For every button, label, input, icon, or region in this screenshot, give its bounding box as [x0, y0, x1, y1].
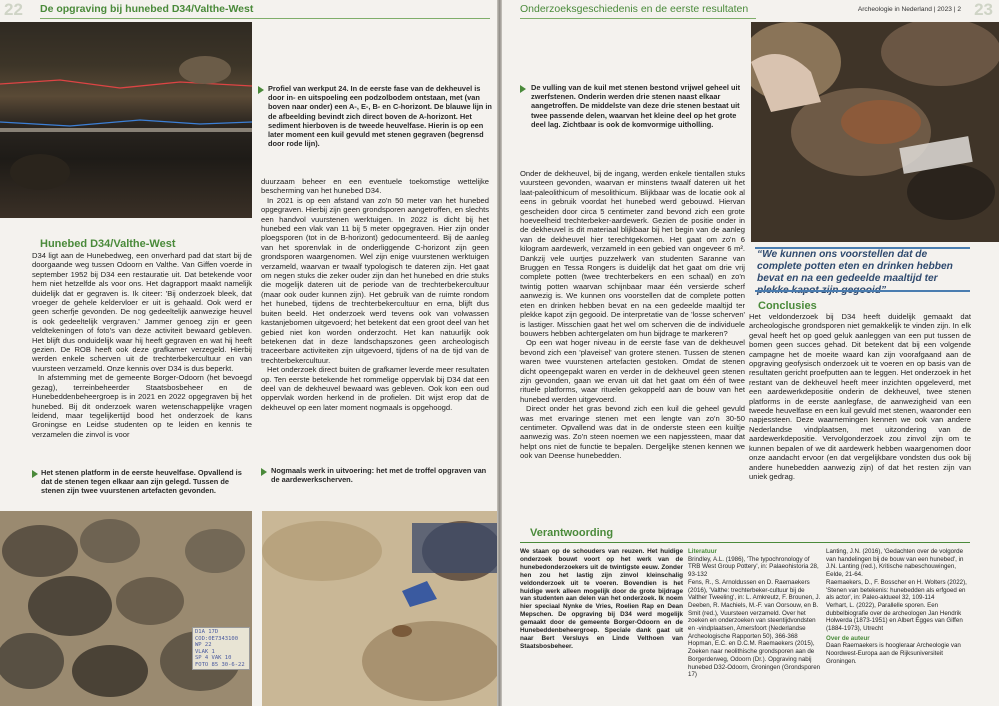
photo-stone-platform — [0, 511, 252, 706]
journal-page: 2 — [957, 6, 961, 13]
text-conclusies — [749, 312, 971, 481]
caption-marker — [520, 85, 526, 93]
pull-quote: “We kunnen ons voorstellen dat de complete potten eten en drinken hebben bevat en na een gedeelde maaltijd ter — [757, 249, 953, 284]
literature-column-1 — [688, 548, 823, 679]
literature-title: Literatuur — [688, 548, 717, 555]
section-rule — [520, 542, 970, 543]
running-header-left: De opgraving bij hunebed D34/Valthe-West — [40, 3, 254, 15]
paragraph: In afstemming met de gemeente Borger-Odoorn (het bevoegd gezag), terreinbeheerder Staatsbosbeheer en de Hunebeddenbeheergroep is in 2021 en 2022 opgegraven bij het hunebed. Bij dit onderzoek waren wetenschappelijke vragen leidend, maar tegelijkertijd bood het onderzoek de kans Groningse en Leidse studenten op te leiden en kennis te verzamelen die zinvol is voor — [32, 373, 252, 439]
paragraph: Het onderzoek direct buiten de grafkamer leverde meer resultaten op. Ten eerste betekende het rommelige oppervlak bij D34 dat een deel van de dekheuvel bewaard was gebleven. Ook kon een oud oppervlak worden herkend in de profielen. Dit wijst erop dat de dekheuvel op een later moment nogmaals is opgehoogd. — [261, 365, 489, 412]
left-page — [0, 0, 497, 706]
label-line: WP 22 — [195, 642, 212, 648]
label-line: FOTO 85 30-6-22 — [195, 661, 245, 668]
header-rule — [40, 18, 490, 19]
paragraph: Direct onder het gras bevond zich een kuil die geheel gevuld was met ervaringe stenen met een lengte van zo'n 30-50 centimeter. Opvallend was dat in de onderste steen een kuiltje aanwezig was. Zo'n steen noemen we een napjessteen, maar dat helpt ons niet de functie te bepalen. Dergelijke stenen kennen we ook van Deense hunebedden. — [520, 404, 745, 461]
text-column-3 — [520, 169, 745, 461]
reference: Raemaekers, D., F. Bosscher en H. Wolters (2022), 'Stenen van betekenis: hunebedden als erfgoed en als actor', in: Paleo-aktueel 32, 109-114 — [826, 578, 967, 602]
paragraph: In 2021 is op een afstand van zo'n 50 meter van het hunebed opgegraven. Hierbij zijn geen grondsporen aangetroffen, en slechts een handvol vuurstenen werktuigen. In 2022 is dicht bij het hunebed een vlak van 11 bij 5 meter opgegraven. Hier zijn onder ploegsporen (tot in de B-horizont) gedocumenteerd. Bij de aanleg van het sporenvlak in de onderliggende C-horizont zijn geen grondsporen waargenomen. Wel zijn enige vuurstenen werktuigen verzameld, waarvan er twaalf typologisch te dateren zijn. Het gaat om negen stuks die zeker ouder zijn dan het hunebed en drie stuks die mogelijk dateren uit de periode van de trechterbekercultuur (maar ook ouder kunnen zijn). Het gebruik van de ruimte rondom het hunebed, tijdens de trechterbekercultuur en erna, blijft dus buiten beeld. Het onderzoek werd tevens ook van volwassen kastanjebomen uitgevoerd; het betekent dat een groot deel van het gebied niet kon worden onderzocht. Het kan natuurlijk ook betekenen dat in deze landschapszones geen archeologisch traceerbare activiteiten zijn uitgevoerd, tijdens of na de tijd van de trechterbekercultuur. — [261, 195, 489, 365]
excavation-drawing — [262, 511, 497, 706]
section-title-hunebed: Hunebed D34/Valthe-West — [40, 238, 176, 250]
text-column-2 — [261, 177, 489, 412]
journal-issue: 2023 — [937, 6, 952, 13]
page-number-left: 22 — [4, 0, 23, 19]
acknowledgements: We staan op de schouders van reuzen. Het huidige onderzoek bouwt voort op het werk van de hunebedonderzoekers uit de twintigste eeuw. Zonder hen zou het lastig zijn zinvol kleinschalig veldonderzoek uit te voeren. Bovendien is het huidige werk alleen mogelijk door de grote bijdrage van studenten aan delen van het onderzoek. Ik noem hier speciaal Nynke de Vries, Roelien Rap en Dean Mepschen. De opgraving bij D34 werd mogelijk gemaakt door de gemeente Borger-Odoorn en de Hunebeddenbeheergroep. Speciale dank gaat uit naar Bert Versluys en Linde Velthoen van Staatsbosbeheer. — [520, 548, 683, 650]
label-line: SP 4 VAK 10 — [195, 655, 232, 661]
reference: Hopman, E.C. en D.C.M. Raemaekers (2015), Zoeken naar neolithische grondsporen aan de Borgerderweg, Odoorn (Dr.). Opgraving nabij hunebed D32-Odoorn, Groningen (Grondsporen 17) — [688, 640, 821, 679]
section-title-conclusies: Conclusies — [758, 300, 817, 312]
paragraph: Op een wat hoger niveau in de eerste fase van de dekheuvel bevond zich een 'plaveisel' van grotere stenen. Tussen de stenen waren twee vuurstenen artefacten gestoken. Omdat de stenen dicht opeengepakt waren en verder in de dekheuvel geen stenen zijn gevonden, gaan we ervan uit dat het gaat om één of twee rituele platforms, waar rituelen gekoppeld aan de bouw van het hunebed werden uitgevoerd. — [520, 338, 745, 404]
photo-label-board — [192, 627, 250, 670]
label-line: D1A 17D — [195, 629, 219, 635]
caption-stones: De vulling van de kuil met stenen bestond vrijwel geheel uit zwerfstenen. Onderin werden drie stenen naast elkaar aangetroffen. De middelste van deze drie stenen bestaat uit twee passende delen, waarvan het kleine deel op het grote deel lag. Zichtbaar is ook de komvormige uitholling. — [531, 83, 741, 129]
page-number-right: 23 — [974, 0, 993, 19]
caption-marker — [261, 468, 267, 476]
journal-title: Archeologie in Nederland — [857, 6, 932, 13]
literature-column-2 — [826, 548, 971, 666]
author-title: Over de auteur — [826, 634, 870, 642]
caption-profile: Profiel van werkput 24. In de eerste fase van de dekheuvel is door in- en uitspoeling een podzolbodem ontstaan, met (van boven naar onder) een A-, E-, B- en C-horizont. De blauwe lijn in de afbeelding bevindt zich direct boven de A-horizont. Het sediment hierboven is de tweede heuvelfase. Hierin is op een later moment een kuil gevuld met stenen gegraven (begrensd door rode lijn). — [268, 84, 492, 149]
caption-troffel: Nogmaals werk in uitvoering: het met de troffel opgraven van de aardewerkscherven. — [271, 466, 487, 485]
paragraph: Het veldonderzoek bij D34 heeft duidelijk gemaakt dat archeologische grondsporen niet gemakkelijk te vinden zijn. In elk geval heeft het op goed geluk aanleggen van een put tussen de bomen geen succes gehad. Dit betekent dat bij een volgende campagne het de moeite waard kan zijn voorafgaand aan de opgraving geofysisch onderzoek uit te voeren en op basis van de resultaten gericht proefputten aan te leggen. Het onderzoek in het restant van de dekheuvel heeft meer inzichten opgeleverd, met een aardewerkdepositie onderin de dekheuvel, twee stenen platforms in de eerste aanlegfase, de aanwezigheid van een tweede heuvelfase en een kuil gevuld met stenen, waaronder een napjessteen. Deze waarnemingen kennen we ook van andere Nederlandse vindplaatsen, met uitzondering van de aardewerkdepositie. Vervolgonderzoek zou zinvol zijn om te kunnen bepalen of we dit aardewerk hebben waargenomen door onze aandacht ervoor (en dat vergelijkbare vondsten dus ook bij andere hunebedden aanwezig zijn) of dat het resten zijn van uniek gedrag. — [749, 312, 971, 481]
paragraph: duurzaam beheer en een eventuele toekomstige wettelijke bescherming van het hunebed D34. — [261, 177, 489, 196]
running-header-right: Onderzoeksgeschiedenis en de eerste resultaten — [520, 3, 749, 15]
section-title-verantwoording: Verantwoording — [530, 527, 614, 539]
paragraph: D34 ligt aan de Hunebedweg, een onverhard pad dat start bij de doorgaande weg tussen Odoorn en Valthe. Van Giffen voerde in september 1952 bij D34 een restauratie uit. Dat betekende voor hem niet hetzelfde als voor ons. Het dagrapport maakt namelijk duidelijk dat er gegraven is. Ik citeer: 'Bij onderzoek bleek, dat vroeger de gehele keldervloer er uit is gehaald. Ook werd er geen scherfje gevonden. De nog gedeeltelijk aanwezige heuvel is ook gedeeltelijk vergraven.' Jammer genoeg zijn er geen veldtekeningen of foto's van deze activiteit bewaard gebleven. Het blijft dus onduidelijk waar hij heeft gegraven en wat hij heeft gezien. De ROB heeft ook deze grafkamer verzegeld. Hierbij werden enkele scherven uit de trechterbekercultuur en van vuursteen verzameld. Onze kennis over D34 is dus beperkt. — [32, 251, 252, 373]
caption-platform: Het stenen platform in de eerste heuvelfase. Opvallend is dat de stenen tegen elkaar aan zijn gelegd. Tussen de stenen zijn twee vuurstenen artefacten gevonden. — [41, 468, 242, 496]
reference: Lanting, J.N. (2016), 'Gedachten over de volgorde van handelingen bij de bouw van een hunebed', in J.N. Lanting (red.), Kritische nabeschouwingen, Eelde, 21-64. — [826, 548, 964, 579]
header-rule — [520, 18, 756, 19]
photo-soil-profile — [0, 22, 252, 218]
right-page — [502, 0, 999, 706]
reference: Brindley, A.L. (1986), 'The typochronology of TRB West Group Pottery', in: Palaeohistoria 28, 93-132 — [688, 555, 819, 579]
author-bio: Daan Raemaekers is hoogleraar Archeologie van Noordwest-Europa aan de Rijksuniversiteit Groningen. — [826, 642, 961, 665]
text-column-1 — [32, 251, 252, 439]
photo-napjessteen — [751, 22, 999, 242]
photo-excavation-trowel — [262, 511, 497, 706]
caption-marker — [32, 470, 38, 478]
reference: Fens, R., S. Arnoldussen en D. Raemaekers (2016), 'Valthe: trechterbeker-cultuur bij de Valther Tweeling', in: L. Amkreutz, F. Brounen, J. Deeben, R. Machiels, M.-F. van Oorsouw, en B. Smit (red.), Vuursteen verzameld. Over het zoeken en onderzoeken van steentijdvondsten en -vindplaatsen, Amersfoort (Nederlandse Archeologische Rapporten 50), 366-368 — [688, 578, 821, 640]
reference: Verhart, L. (2022), Parallelle sporen. Een dubbelbiografie over de archeologen Jan Hendrik Holwerda (1873-1951) en Albert Egges van Giffen (1884-1973), Utrecht — [826, 601, 963, 633]
stones-drawing — [0, 511, 252, 706]
label-line: COD:0E7343100 — [195, 635, 239, 642]
label-line: VLAK 1 — [195, 648, 215, 655]
journal-header: Archeologie in Nederland | 2023 | 2 — [857, 6, 961, 13]
caption-marker — [258, 86, 264, 94]
stone-drawing — [751, 22, 999, 242]
profile-lines — [0, 22, 252, 218]
quote-rule-bottom — [755, 290, 970, 292]
paragraph: Onder de dekheuvel, bij de ingang, werden enkele tientallen stuks vuursteen gevonden, waarvan er minstens twaalf dateren uit het laat-paleolithicum of mesolithicum. Blijkbaar was de locatie ook al eens in gebruik voordat het hunebed werd gebouwd. Hiervan gescheiden door circa 5 centimeter zand bevond zich een grote hoeveelheid trechterbeker-aardewerk. Gezien de positie onder in de dekheuvel is dit materiaal blijkbaar bij het begin van de aanleg van de dekheuvel hier terechtgekomen. Het gaat om zo'n 6 kilogram aardewerk, verzameld in een gebied van ongeveer 6 m². Dankzij vele uurtjes puzzelwerk van studenten Saranne van Bruggen en Tessa Rongers is duidelijk dat het gaat om drie vrij complete potten (twee trechterbekers en een schaal) en zo'n twintig potten waarvan schijnbaar maar één versierde scherf aanwezig is. We kunnen ons voorstellen dat de complete potten eten en drinken hebben bevat en na een gedeelde maaltijd ter plekke kapot zijn gegooid. De interpretatie van de 'losse scherven' is lastiger. Misschien gaat het wel om scherven die de individuele bouwers hebben achtergelaten om hun bijdrage te markeren? — [520, 169, 745, 338]
